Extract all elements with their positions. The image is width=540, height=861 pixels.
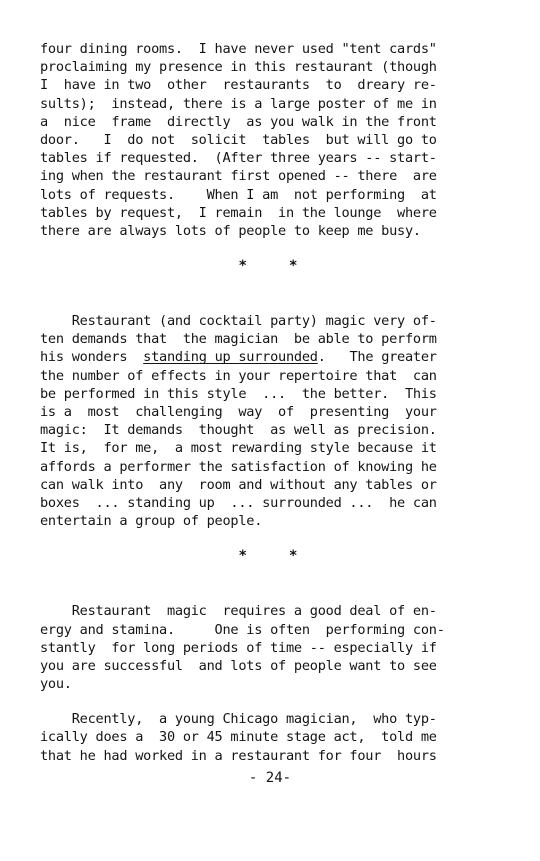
text-line: tables if requested. (After three years -- start-: [40, 150, 437, 167]
text-line: ten demands that the magician be able to perform: [40, 331, 437, 348]
underlined-phrase: standing up surrounded: [143, 349, 318, 366]
text-line: [40, 348, 496, 366]
paragraph-3: [40, 602, 496, 693]
text-line: It is, for me, a most rewarding style because it: [40, 440, 437, 457]
text-line: magic: It demands thought as well as precision.: [40, 422, 437, 439]
document-page: [40, 40, 496, 765]
text-line: a nice frame directly as you walk in the front: [40, 113, 437, 130]
section-separator: * *: [238, 258, 298, 275]
text-line: ergy and stamina. One is often performing con-: [40, 621, 445, 638]
text-line: you.: [40, 676, 72, 693]
text-line: lots of requests. When I am not performing at: [40, 186, 437, 203]
text-line: tables by request, I remain in the lounge where: [40, 204, 437, 221]
text-line: you are successful and lots of people want to see: [40, 657, 437, 674]
text-line: there are always lots of people to keep me busy.: [40, 222, 421, 239]
paragraph-2: [40, 312, 496, 530]
text-segment: . The greater: [317, 349, 437, 366]
text-line: be performed in this style ... the better. This: [40, 385, 437, 402]
text-line: that he had worked in a restaurant for four hours: [40, 747, 437, 764]
text-line: door. I do not solicit tables but will go to: [40, 131, 437, 148]
text-line: Restaurant (and cocktail party) magic very of-: [40, 313, 437, 330]
text-line: can walk into any room and without any tables or: [40, 476, 437, 493]
text-line: proclaiming my presence in this restaurant (though: [40, 59, 437, 76]
text-line: ically does a 30 or 45 minute stage act, told me: [40, 729, 437, 746]
paragraph-gap: [40, 693, 496, 710]
text-line: entertain a group of people.: [40, 513, 263, 530]
text-line: I have in two other restaurants to dreary re-: [40, 77, 437, 94]
text-line: Restaurant magic requires a good deal of en-: [40, 603, 437, 620]
text-line: sults); instead, there is a large poster of me in: [40, 95, 437, 112]
text-line: is a most challenging way of presenting your: [40, 404, 437, 420]
text-line: four dining rooms. I have never used "tent cards": [40, 41, 437, 57]
text-line: affords a performer the satisfaction of knowing he: [40, 458, 437, 475]
paragraph-1: [40, 40, 496, 240]
text-line: ing when the restaurant first opened -- there are: [40, 168, 437, 185]
text-line: Recently, a young Chicago magician, who typ-: [40, 711, 437, 728]
text-line: the number of effects in your repertoire that can: [40, 367, 437, 384]
section-separator: * *: [238, 548, 298, 565]
paragraph-4: [40, 710, 496, 765]
text-line: boxes ... standing up ... surrounded ... he can: [40, 494, 437, 511]
text-segment: his wonders: [40, 349, 144, 366]
page-number: - 24-: [248, 770, 292, 786]
text-line: stantly for long periods of time -- especially if: [40, 639, 437, 656]
